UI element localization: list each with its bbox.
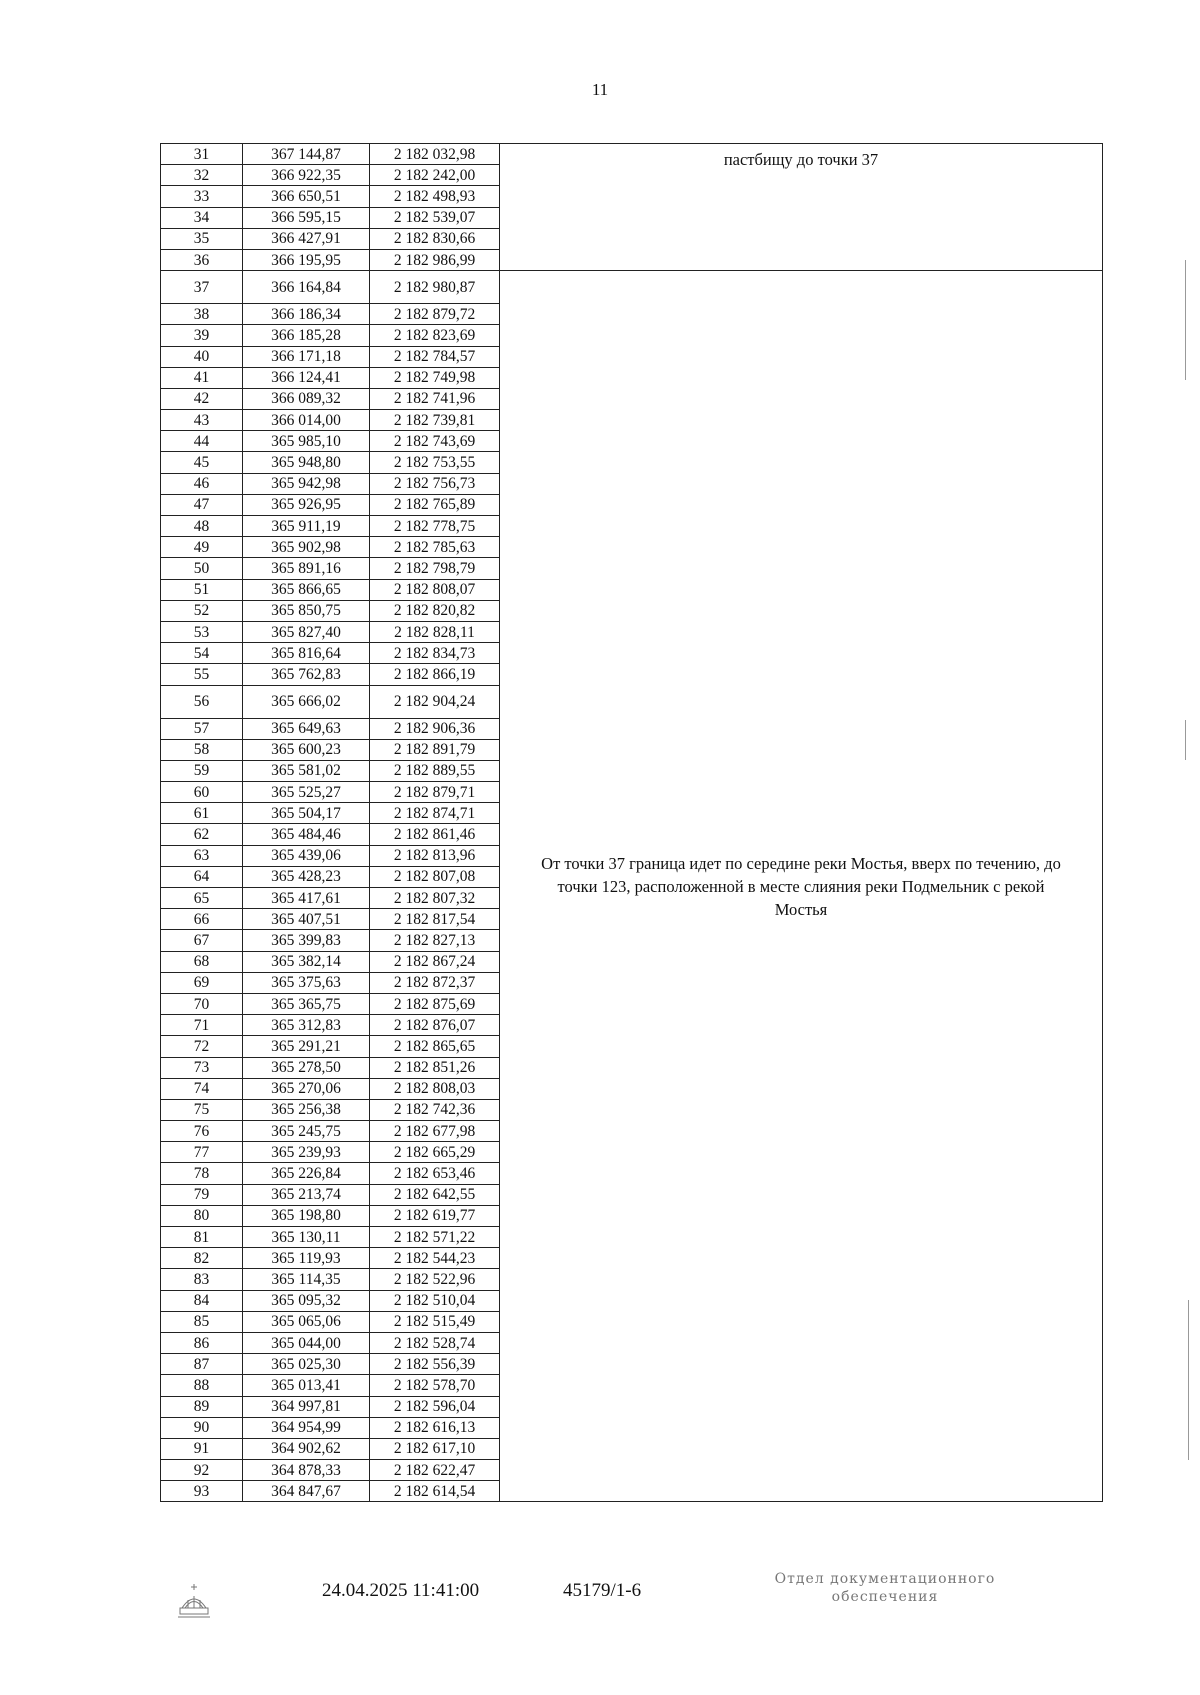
y-coordinate-cell: 2 182 749,98 [370, 367, 500, 388]
point-number-cell: 72 [161, 1036, 243, 1057]
point-number-cell: 55 [161, 664, 243, 685]
x-coordinate-cell: 365 013,41 [243, 1375, 370, 1396]
x-coordinate-cell: 365 428,23 [243, 866, 370, 887]
y-coordinate-cell: 2 182 823,69 [370, 325, 500, 346]
x-coordinate-cell: 365 044,00 [243, 1332, 370, 1353]
x-coordinate-cell: 365 504,17 [243, 803, 370, 824]
x-coordinate-cell: 364 847,67 [243, 1481, 370, 1502]
x-coordinate-cell: 366 650,51 [243, 186, 370, 207]
y-coordinate-cell: 2 182 904,24 [370, 685, 500, 718]
x-coordinate-cell: 365 226,84 [243, 1163, 370, 1184]
x-coordinate-cell: 365 114,35 [243, 1269, 370, 1290]
x-coordinate-cell: 366 124,41 [243, 367, 370, 388]
table-row [161, 271, 1103, 304]
y-coordinate-cell: 2 182 778,75 [370, 516, 500, 537]
point-number-cell: 86 [161, 1332, 243, 1353]
coordinates-table [160, 143, 1103, 1502]
y-coordinate-cell: 2 182 879,72 [370, 304, 500, 325]
point-number-cell: 63 [161, 845, 243, 866]
y-coordinate-cell: 2 182 808,07 [370, 579, 500, 600]
point-number-cell: 77 [161, 1142, 243, 1163]
y-coordinate-cell: 2 182 522,96 [370, 1269, 500, 1290]
point-number-cell: 74 [161, 1078, 243, 1099]
x-coordinate-cell: 365 407,51 [243, 909, 370, 930]
point-number-cell: 81 [161, 1227, 243, 1248]
footer-doc-number: 45179/1-6 [563, 1580, 642, 1601]
y-coordinate-cell: 2 182 807,08 [370, 866, 500, 887]
point-number-cell: 70 [161, 993, 243, 1014]
x-coordinate-cell: 365 213,74 [243, 1184, 370, 1205]
point-number-cell: 73 [161, 1057, 243, 1078]
point-number-cell: 56 [161, 685, 243, 718]
x-coordinate-cell: 366 427,91 [243, 228, 370, 249]
x-coordinate-cell: 366 171,18 [243, 346, 370, 367]
y-coordinate-cell: 2 182 866,19 [370, 664, 500, 685]
y-coordinate-cell: 2 182 865,65 [370, 1036, 500, 1057]
footer-stamp [735, 1570, 1035, 1606]
point-number-cell: 79 [161, 1184, 243, 1205]
y-coordinate-cell: 2 182 510,04 [370, 1290, 500, 1311]
y-coordinate-cell: 2 182 830,66 [370, 228, 500, 249]
x-coordinate-cell: 365 382,14 [243, 951, 370, 972]
point-number-cell: 68 [161, 951, 243, 972]
point-number-cell: 67 [161, 930, 243, 951]
point-number-cell: 52 [161, 600, 243, 621]
point-number-cell: 61 [161, 803, 243, 824]
x-coordinate-cell: 365 365,75 [243, 993, 370, 1014]
x-coordinate-cell: 365 375,63 [243, 972, 370, 993]
x-coordinate-cell: 365 827,40 [243, 621, 370, 642]
y-coordinate-cell: 2 182 872,37 [370, 972, 500, 993]
x-coordinate-cell: 365 948,80 [243, 452, 370, 473]
y-coordinate-cell: 2 182 756,73 [370, 473, 500, 494]
y-coordinate-cell: 2 182 032,98 [370, 144, 500, 165]
point-number-cell: 71 [161, 1015, 243, 1036]
y-coordinate-cell: 2 182 653,46 [370, 1163, 500, 1184]
point-number-cell: 48 [161, 516, 243, 537]
page-number: 11 [591, 80, 609, 99]
footer-date: 24.04.2025 11:41:00 [322, 1580, 480, 1601]
x-coordinate-cell: 366 014,00 [243, 410, 370, 431]
x-coordinate-cell: 365 816,64 [243, 643, 370, 664]
y-coordinate-cell: 2 182 851,26 [370, 1057, 500, 1078]
x-coordinate-cell: 365 278,50 [243, 1057, 370, 1078]
x-coordinate-cell: 365 600,23 [243, 739, 370, 760]
y-coordinate-cell: 2 182 867,24 [370, 951, 500, 972]
table-row [161, 144, 1103, 165]
logo-icon [172, 1578, 216, 1622]
point-number-cell: 32 [161, 165, 243, 186]
x-coordinate-cell: 365 866,65 [243, 579, 370, 600]
x-coordinate-cell: 364 902,62 [243, 1438, 370, 1459]
y-coordinate-cell: 2 182 614,54 [370, 1481, 500, 1502]
y-coordinate-cell: 2 182 891,79 [370, 739, 500, 760]
x-coordinate-cell: 365 270,06 [243, 1078, 370, 1099]
x-coordinate-cell: 365 239,93 [243, 1142, 370, 1163]
y-coordinate-cell: 2 182 539,07 [370, 207, 500, 228]
point-number-cell: 46 [161, 473, 243, 494]
x-coordinate-cell: 365 130,11 [243, 1227, 370, 1248]
y-coordinate-cell: 2 182 616,13 [370, 1417, 500, 1438]
point-number-cell: 47 [161, 494, 243, 515]
y-coordinate-cell: 2 182 879,71 [370, 782, 500, 803]
point-number-cell: 33 [161, 186, 243, 207]
point-number-cell: 39 [161, 325, 243, 346]
point-number-cell: 50 [161, 558, 243, 579]
x-coordinate-cell: 365 291,21 [243, 1036, 370, 1057]
point-number-cell: 62 [161, 824, 243, 845]
y-coordinate-cell: 2 182 498,93 [370, 186, 500, 207]
point-number-cell: 93 [161, 1481, 243, 1502]
y-coordinate-cell: 2 182 742,36 [370, 1099, 500, 1120]
y-coordinate-cell: 2 182 828,11 [370, 621, 500, 642]
x-coordinate-cell: 365 417,61 [243, 888, 370, 909]
point-number-cell: 44 [161, 431, 243, 452]
y-coordinate-cell: 2 182 515,49 [370, 1311, 500, 1332]
y-coordinate-cell: 2 182 834,73 [370, 643, 500, 664]
point-number-cell: 87 [161, 1354, 243, 1375]
x-coordinate-cell: 366 186,34 [243, 304, 370, 325]
y-coordinate-cell: 2 182 785,63 [370, 537, 500, 558]
x-coordinate-cell: 365 649,63 [243, 718, 370, 739]
point-number-cell: 91 [161, 1438, 243, 1459]
x-coordinate-cell: 366 922,35 [243, 165, 370, 186]
x-coordinate-cell: 365 926,95 [243, 494, 370, 515]
point-number-cell: 54 [161, 643, 243, 664]
y-coordinate-cell: 2 182 861,46 [370, 824, 500, 845]
x-coordinate-cell: 366 195,95 [243, 249, 370, 270]
x-coordinate-cell: 365 399,83 [243, 930, 370, 951]
point-number-cell: 40 [161, 346, 243, 367]
x-coordinate-cell: 364 997,81 [243, 1396, 370, 1417]
y-coordinate-cell: 2 182 571,22 [370, 1227, 500, 1248]
x-coordinate-cell: 365 581,02 [243, 760, 370, 781]
scan-artifact [1185, 720, 1186, 760]
y-coordinate-cell: 2 182 820,82 [370, 600, 500, 621]
x-coordinate-cell: 366 089,32 [243, 388, 370, 409]
coordinates-table-body [161, 144, 1103, 1502]
point-number-cell: 58 [161, 739, 243, 760]
x-coordinate-cell: 365 095,32 [243, 1290, 370, 1311]
point-number-cell: 89 [161, 1396, 243, 1417]
x-coordinate-cell: 365 902,98 [243, 537, 370, 558]
y-coordinate-cell: 2 182 739,81 [370, 410, 500, 431]
point-number-cell: 88 [161, 1375, 243, 1396]
x-coordinate-cell: 365 256,38 [243, 1099, 370, 1120]
point-number-cell: 66 [161, 909, 243, 930]
point-number-cell: 65 [161, 888, 243, 909]
point-number-cell: 43 [161, 410, 243, 431]
x-coordinate-cell: 365 484,46 [243, 824, 370, 845]
x-coordinate-cell: 366 185,28 [243, 325, 370, 346]
point-number-cell: 38 [161, 304, 243, 325]
y-coordinate-cell: 2 182 528,74 [370, 1332, 500, 1353]
x-coordinate-cell: 365 891,16 [243, 558, 370, 579]
y-coordinate-cell: 2 182 622,47 [370, 1460, 500, 1481]
point-number-cell: 34 [161, 207, 243, 228]
y-coordinate-cell: 2 182 874,71 [370, 803, 500, 824]
x-coordinate-cell: 366 164,84 [243, 271, 370, 304]
y-coordinate-cell: 2 182 986,99 [370, 249, 500, 270]
point-number-cell: 49 [161, 537, 243, 558]
point-number-cell: 42 [161, 388, 243, 409]
point-number-cell: 53 [161, 621, 243, 642]
point-number-cell: 57 [161, 718, 243, 739]
x-coordinate-cell: 365 065,06 [243, 1311, 370, 1332]
y-coordinate-cell: 2 182 765,89 [370, 494, 500, 515]
point-number-cell: 59 [161, 760, 243, 781]
y-coordinate-cell: 2 182 556,39 [370, 1354, 500, 1375]
y-coordinate-cell: 2 182 875,69 [370, 993, 500, 1014]
y-coordinate-cell: 2 182 619,77 [370, 1205, 500, 1226]
scan-artifact [1188, 1300, 1189, 1460]
y-coordinate-cell: 2 182 677,98 [370, 1121, 500, 1142]
y-coordinate-cell: 2 182 889,55 [370, 760, 500, 781]
point-number-cell: 64 [161, 866, 243, 887]
x-coordinate-cell: 365 439,06 [243, 845, 370, 866]
y-coordinate-cell: 2 182 596,04 [370, 1396, 500, 1417]
footer-stamp-line2: обеспечения [831, 1589, 939, 1605]
point-number-cell: 78 [161, 1163, 243, 1184]
x-coordinate-cell: 365 666,02 [243, 685, 370, 718]
y-coordinate-cell: 2 182 544,23 [370, 1248, 500, 1269]
x-coordinate-cell: 365 762,83 [243, 664, 370, 685]
y-coordinate-cell: 2 182 242,00 [370, 165, 500, 186]
boundary-description-cell: От точки 37 граница идет по середине реки Мостья, вверх по течению, до точки 123, расположенной в месте слияния реки Подмельник с рекой Мостья [500, 271, 1103, 1502]
scan-artifact [1185, 260, 1186, 380]
point-number-cell: 37 [161, 271, 243, 304]
y-coordinate-cell: 2 182 807,32 [370, 888, 500, 909]
point-number-cell: 90 [161, 1417, 243, 1438]
x-coordinate-cell: 365 312,83 [243, 1015, 370, 1036]
point-number-cell: 69 [161, 972, 243, 993]
x-coordinate-cell: 365 911,19 [243, 516, 370, 537]
x-coordinate-cell: 365 025,30 [243, 1354, 370, 1375]
x-coordinate-cell: 365 525,27 [243, 782, 370, 803]
x-coordinate-cell: 364 878,33 [243, 1460, 370, 1481]
y-coordinate-cell: 2 182 813,96 [370, 845, 500, 866]
y-coordinate-cell: 2 182 642,55 [370, 1184, 500, 1205]
x-coordinate-cell: 365 119,93 [243, 1248, 370, 1269]
point-number-cell: 85 [161, 1311, 243, 1332]
point-number-cell: 84 [161, 1290, 243, 1311]
y-coordinate-cell: 2 182 741,96 [370, 388, 500, 409]
y-coordinate-cell: 2 182 743,69 [370, 431, 500, 452]
y-coordinate-cell: 2 182 980,87 [370, 271, 500, 304]
y-coordinate-cell: 2 182 617,10 [370, 1438, 500, 1459]
y-coordinate-cell: 2 182 827,13 [370, 930, 500, 951]
y-coordinate-cell: 2 182 798,79 [370, 558, 500, 579]
point-number-cell: 51 [161, 579, 243, 600]
point-number-cell: 83 [161, 1269, 243, 1290]
point-number-cell: 41 [161, 367, 243, 388]
x-coordinate-cell: 365 942,98 [243, 473, 370, 494]
footer-stamp-line1: Отдел документационного [774, 1571, 996, 1587]
y-coordinate-cell: 2 182 808,03 [370, 1078, 500, 1099]
x-coordinate-cell: 365 985,10 [243, 431, 370, 452]
y-coordinate-cell: 2 182 784,57 [370, 346, 500, 367]
point-number-cell: 80 [161, 1205, 243, 1226]
point-number-cell: 35 [161, 228, 243, 249]
x-coordinate-cell: 366 595,15 [243, 207, 370, 228]
y-coordinate-cell: 2 182 876,07 [370, 1015, 500, 1036]
x-coordinate-cell: 365 198,80 [243, 1205, 370, 1226]
y-coordinate-cell: 2 182 578,70 [370, 1375, 500, 1396]
point-number-cell: 82 [161, 1248, 243, 1269]
point-number-cell: 60 [161, 782, 243, 803]
point-number-cell: 45 [161, 452, 243, 473]
x-coordinate-cell: 367 144,87 [243, 144, 370, 165]
point-number-cell: 76 [161, 1121, 243, 1142]
x-coordinate-cell: 364 954,99 [243, 1417, 370, 1438]
y-coordinate-cell: 2 182 817,54 [370, 909, 500, 930]
y-coordinate-cell: 2 182 665,29 [370, 1142, 500, 1163]
point-number-cell: 75 [161, 1099, 243, 1120]
point-number-cell: 31 [161, 144, 243, 165]
point-number-cell: 36 [161, 249, 243, 270]
x-coordinate-cell: 365 245,75 [243, 1121, 370, 1142]
x-coordinate-cell: 365 850,75 [243, 600, 370, 621]
boundary-description-cell: пастбищу до точки 37 [500, 144, 1103, 271]
y-coordinate-cell: 2 182 753,55 [370, 452, 500, 473]
point-number-cell: 92 [161, 1460, 243, 1481]
y-coordinate-cell: 2 182 906,36 [370, 718, 500, 739]
